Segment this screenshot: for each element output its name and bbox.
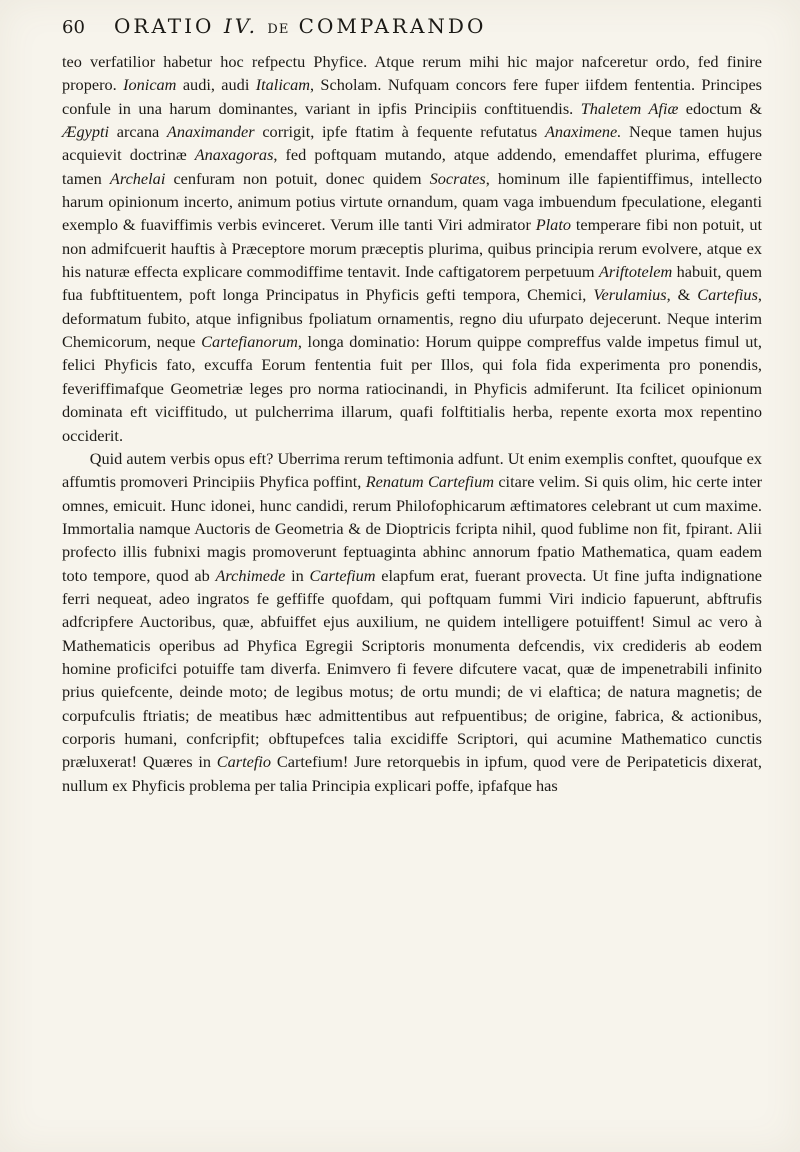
italic-name: Ionicam xyxy=(123,75,177,95)
text-run: , hominum ille fapientiffimus, intellecto harum opinionum incerto, animum potius virtute ornandum, quam vaga imbuendum fpeculatione, eleganti exemplo & fuaviffimis verbis evinceret. Verum ille tanti Viri admirator xyxy=(62,168,762,235)
italic-name: Cartefium xyxy=(309,565,376,585)
text-run: temperare fibi non potuit, ut non admifcuerit hauftis à Præceptore morum præceptis plurima, quibus principia rerum evolvere, atque ex his naturæ effecta explicare commodiffime tentavit. Inde caftigatorem perpetuum xyxy=(62,215,762,282)
paragraph-2 xyxy=(62,447,762,797)
text-run: , Scholam. Nufquam concors fere fuper iifdem fententia. Principes confule in una harum dominantes, variant in ipfis Principiis conftituendis. xyxy=(62,75,763,118)
italic-name: Italicam xyxy=(255,75,310,95)
running-title xyxy=(114,14,486,38)
text-run: audi, audi xyxy=(176,75,256,95)
italic-name: Ariftotelem xyxy=(598,262,673,282)
title-number: IV. xyxy=(223,14,259,38)
text-run: cenfuram non potuit, donec quidem xyxy=(165,168,430,188)
text-run: , fed poftquam mutando, atque addendo, emendaffet plurima, effugere tamen xyxy=(62,145,762,188)
text-run: , deformatum fubito, atque infignibus fpoliatum ornamentis, regno diu ufurpato dejecerunt. Neque interim Chemicorum, neque xyxy=(62,285,762,352)
text-run: habuit, quem fua fubftituentem, poft longa Principatus in Phyficis gefti tempora, Chemici, xyxy=(62,262,763,305)
title-oratio: ORATIO xyxy=(114,14,215,38)
italic-name: Verulamius xyxy=(593,285,667,305)
running-header xyxy=(62,14,752,48)
text-run: elapfum erat, fuerant provecta. Ut fine jufta indignatione ferri nequeat, adeo ingratos fe geffiffe quofdam, qui poftquam fummi Viri indicio fapuerunt, abftrufis adfcripfere Auctoribus, quæ, abfuiffet ejus auxilium, ne quidem intelligere potuiffent! Simul ac vero à Mathematicis operibus ad Phyfica Egregii Scriptoris monumenta defcendis, vix credideris ab eodem homine proficifci potuiffe tam diverfa. Enimvero fi fevere difcutere vacat, quæ de impenetrabili infinito prius quiefcente, deinde moto; de legibus motus; de ortu mundi; de vi elaftica; de natura magnetis; de corpufculis ftriatis; de meatibus hæc admittentibus aut refpuentibus; de origine, fabrica, & actionibus, corporis humani, confcripfit; obftupefces talia excidiffe Scriptori, qui acumine Mathematico cunctis præluxerat! Quæres in xyxy=(62,565,762,772)
text-run: Cartefium! Jure retorquebis in ipfum, quod vere de Peripateticis dixerat, nullum ex Phyficis problema per talia Principia explicari poffe, ipfafque has xyxy=(62,752,762,795)
text-run: corrigit, ipfe ftatim à fequente refutatus xyxy=(254,122,545,142)
paragraph-1 xyxy=(62,50,762,447)
italic-name: Socrates xyxy=(429,168,486,188)
italic-name: Renatum Cartefium xyxy=(365,472,494,492)
italic-name: Archimede xyxy=(215,565,286,585)
text-run: Neque tamen hujus acquievit doctrinæ xyxy=(62,122,763,165)
text-run: edoctum & xyxy=(678,98,762,118)
italic-name: Cartefianorum xyxy=(201,332,298,352)
text-run: Quid autem verbis opus eft? Uberrima rerum teftimonia adfunt. Ut enim exemplis conftet, quoufque ex affumtis promoveri Principiis Phyfica poffint, xyxy=(62,448,762,492)
italic-name: Cartefius xyxy=(697,285,758,305)
text-run: , & xyxy=(666,285,698,305)
italic-name: Anaximander xyxy=(166,122,255,142)
text-run: teo verfatilior habetur hoc refpectu Phyfice. Atque rerum mihi hic major nafceretur ordo, fed finire propero. xyxy=(62,52,762,95)
italic-name: Anaximene. xyxy=(544,122,622,142)
text-run: in xyxy=(285,565,310,585)
text-run: , longa dominatio: Horum quippe compreffus valde impetus fimul ut, felici Phyficis fato, excuffa Eorum fententia fuit per Illos, qui fola fida experimenta pro ponendis, feveriffimafque Geometriæ leges pro norma ratiocinandi, in Phyficis admiferunt. Ita fcilicet opinionum dominata eft viciffitudo, ut pulcherrima illarum, quafi folftitialis herba, repente exorta mox repentino occiderit. xyxy=(62,332,762,445)
text-run: arcana xyxy=(109,122,167,142)
italic-name: Archelai xyxy=(109,168,166,188)
page-number: 60 xyxy=(62,17,85,38)
title-comparando: COMPARANDO xyxy=(298,14,487,38)
text-run: citare velim. Si quis olim, hic certe inter omnes, emicuit. Hunc idonei, hunc candidi, rerum Philofophicarum æftimatores celebrant ut cum maxime. Immortalia namque Auctoris de Geometria & de Dioptricis fcripta nihil, quod fublime non fit, fpirant. Alii profecto illis fubnixi magis promoverunt feptuaginta abhinc annorum fpatio Mathematica, quam eadem toto tempore, quod ab xyxy=(62,472,762,585)
italic-name: Ægypti xyxy=(62,122,110,142)
body-text xyxy=(62,50,762,797)
italic-name: Anaxagoras xyxy=(194,145,274,165)
title-de: DE xyxy=(267,22,290,37)
italic-name: Thaletem Afiæ xyxy=(580,98,679,118)
italic-name: Cartefio xyxy=(216,752,272,772)
italic-name: Plato xyxy=(535,215,571,235)
